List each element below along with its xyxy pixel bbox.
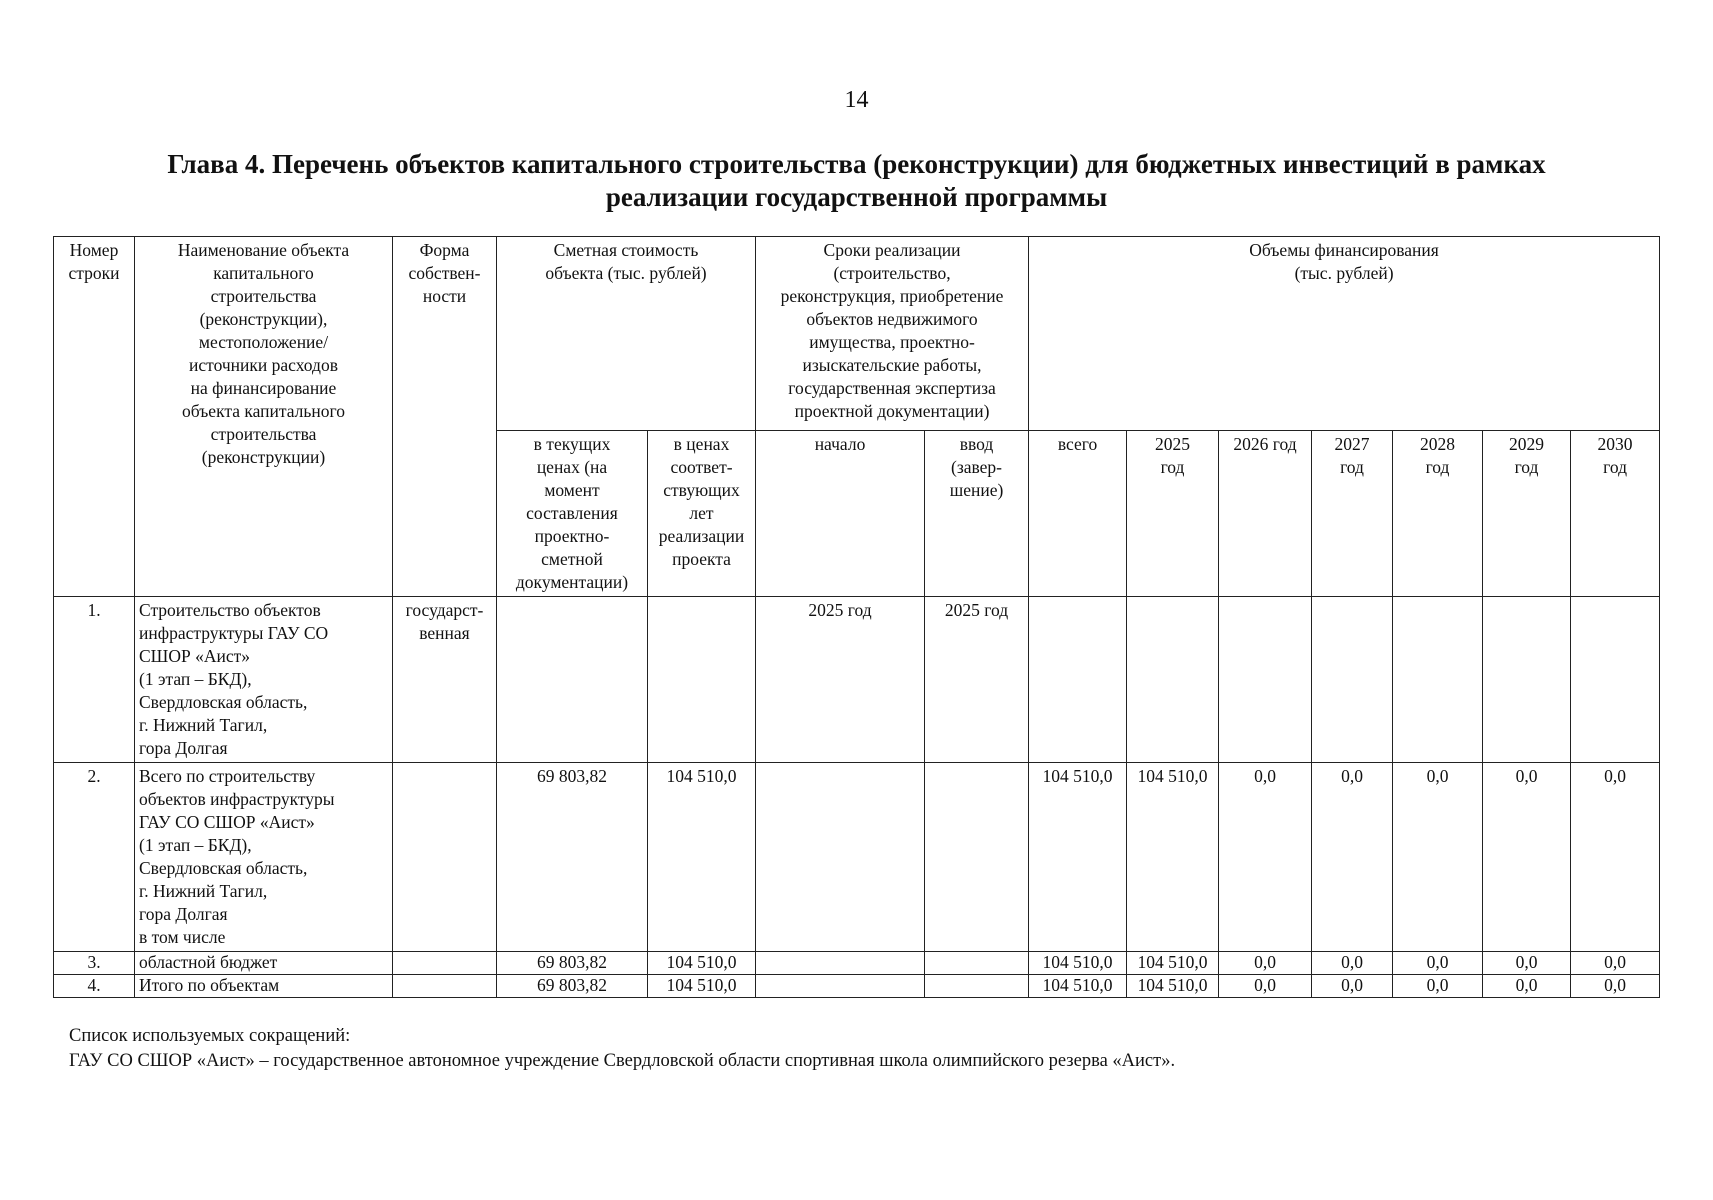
header-estimated-cost: Сметная стоимость объекта (тыс. рублей): [497, 237, 756, 431]
completion-date: [925, 952, 1029, 975]
header-year-2026: 2026 год: [1219, 431, 1312, 597]
ownership-form: [393, 952, 497, 975]
header-year-2028: 2028 год: [1393, 431, 1483, 597]
cost-year-prices: [648, 597, 756, 763]
chapter-title-line-2: реализации государственной программы: [605, 182, 1108, 212]
cost-current-prices: 69 803,82: [497, 952, 648, 975]
cost-current-prices: 69 803,82: [497, 763, 648, 952]
funding-2027: [1312, 597, 1393, 763]
abbreviation-item: ГАУ СО СШОР «Аист» – государственное автономное учреждение Свердловской области спортивная школа олимпийского резерва «Аист».: [69, 1051, 1176, 1071]
header-cost-current-prices: в текущих ценах (на момент составления проектно- сметной документации): [497, 431, 648, 597]
cost-year-prices: 104 510,0: [648, 763, 756, 952]
funding-2025: 104 510,0: [1127, 763, 1219, 952]
funding-2028: 0,0: [1393, 952, 1483, 975]
table-row: [54, 597, 1660, 763]
funding-2026: [1219, 597, 1312, 763]
funding-2030: 0,0: [1571, 975, 1660, 998]
object-name: Итого по объектам: [135, 975, 393, 998]
start-date: 2025 год: [756, 597, 925, 763]
abbreviations-list: [69, 1024, 1629, 1074]
ownership-form: государст- венная: [393, 597, 497, 763]
row-number: 4.: [54, 975, 135, 998]
funding-2025: 104 510,0: [1127, 952, 1219, 975]
funding-2028: 0,0: [1393, 975, 1483, 998]
funding-2029: [1483, 597, 1571, 763]
row-number: 3.: [54, 952, 135, 975]
funding-2025: [1127, 597, 1219, 763]
funding-2028: 0,0: [1393, 763, 1483, 952]
header-year-2025: 2025 год: [1127, 431, 1219, 597]
header-completion: ввод (завер- шение): [925, 431, 1029, 597]
abbreviations-heading: Список используемых сокращений:: [69, 1026, 351, 1046]
cost-current-prices: 69 803,82: [497, 975, 648, 998]
capital-construction-table: [53, 236, 1660, 998]
header-object-name: Наименование объекта капитального строительства (реконструкции), местоположение/ источники расходов на финансирование объекта капитального строительства (реконструкции): [135, 237, 393, 597]
funding-total: 104 510,0: [1029, 975, 1127, 998]
completion-date: [925, 975, 1029, 998]
completion-date: 2025 год: [925, 597, 1029, 763]
table-row: [54, 952, 1660, 975]
funding-2025: 104 510,0: [1127, 975, 1219, 998]
chapter-title: [100, 148, 1613, 214]
header-year-2030: 2030 год: [1571, 431, 1660, 597]
header-cost-year-prices: в ценах соответ- ствующих лет реализации проекта: [648, 431, 756, 597]
funding-2029: 0,0: [1483, 975, 1571, 998]
header-row-1: [54, 237, 1660, 431]
cost-year-prices: 104 510,0: [648, 975, 756, 998]
object-name: Строительство объектов инфраструктуры ГАУ СО СШОР «Аист» (1 этап – БКД), Свердловская область, г. Нижний Тагил, гора Долгая: [135, 597, 393, 763]
row-number: 2.: [54, 763, 135, 952]
object-name: Всего по строительству объектов инфраструктуры ГАУ СО СШОР «Аист» (1 этап – БКД), Свердловская область, г. Нижний Тагил, гора Долгая в том числе: [135, 763, 393, 952]
chapter-title-line-1: Глава 4. Перечень объектов капитального строительства (реконструкции) для бюджетных инвестиций в рамках: [167, 149, 1546, 179]
funding-total: 104 510,0: [1029, 952, 1127, 975]
start-date: [756, 975, 925, 998]
funding-2026: 0,0: [1219, 952, 1312, 975]
funding-2026: 0,0: [1219, 975, 1312, 998]
funding-2030: [1571, 597, 1660, 763]
row-number: 1.: [54, 597, 135, 763]
funding-total: 104 510,0: [1029, 763, 1127, 952]
header-year-2027: 2027 год: [1312, 431, 1393, 597]
funding-total: [1029, 597, 1127, 763]
funding-2030: 0,0: [1571, 763, 1660, 952]
start-date: [756, 763, 925, 952]
ownership-form: [393, 975, 497, 998]
table-row: [54, 763, 1660, 952]
header-year-2029: 2029 год: [1483, 431, 1571, 597]
cost-year-prices: 104 510,0: [648, 952, 756, 975]
funding-2026: 0,0: [1219, 763, 1312, 952]
object-name: областной бюджет: [135, 952, 393, 975]
cost-current-prices: [497, 597, 648, 763]
page-number: 14: [844, 87, 869, 113]
header-total: всего: [1029, 431, 1127, 597]
funding-2029: 0,0: [1483, 952, 1571, 975]
completion-date: [925, 763, 1029, 952]
funding-2030: 0,0: [1571, 952, 1660, 975]
ownership-form: [393, 763, 497, 952]
funding-2027: 0,0: [1312, 763, 1393, 952]
header-implementation-terms: Сроки реализации (строительство, реконструкция, приобретение объектов недвижимого имущества, проектно- изыскательские работы, государственная экспертиза проектной документации): [756, 237, 1029, 431]
funding-2027: 0,0: [1312, 952, 1393, 975]
header-row-number: Номер строки: [54, 237, 135, 597]
table-row: [54, 975, 1660, 998]
header-start: начало: [756, 431, 925, 597]
funding-2028: [1393, 597, 1483, 763]
header-funding-volumes: Объемы финансирования (тыс. рублей): [1029, 237, 1660, 431]
header-ownership-form: Форма собствен- ности: [393, 237, 497, 597]
funding-2027: 0,0: [1312, 975, 1393, 998]
start-date: [756, 952, 925, 975]
funding-2029: 0,0: [1483, 763, 1571, 952]
